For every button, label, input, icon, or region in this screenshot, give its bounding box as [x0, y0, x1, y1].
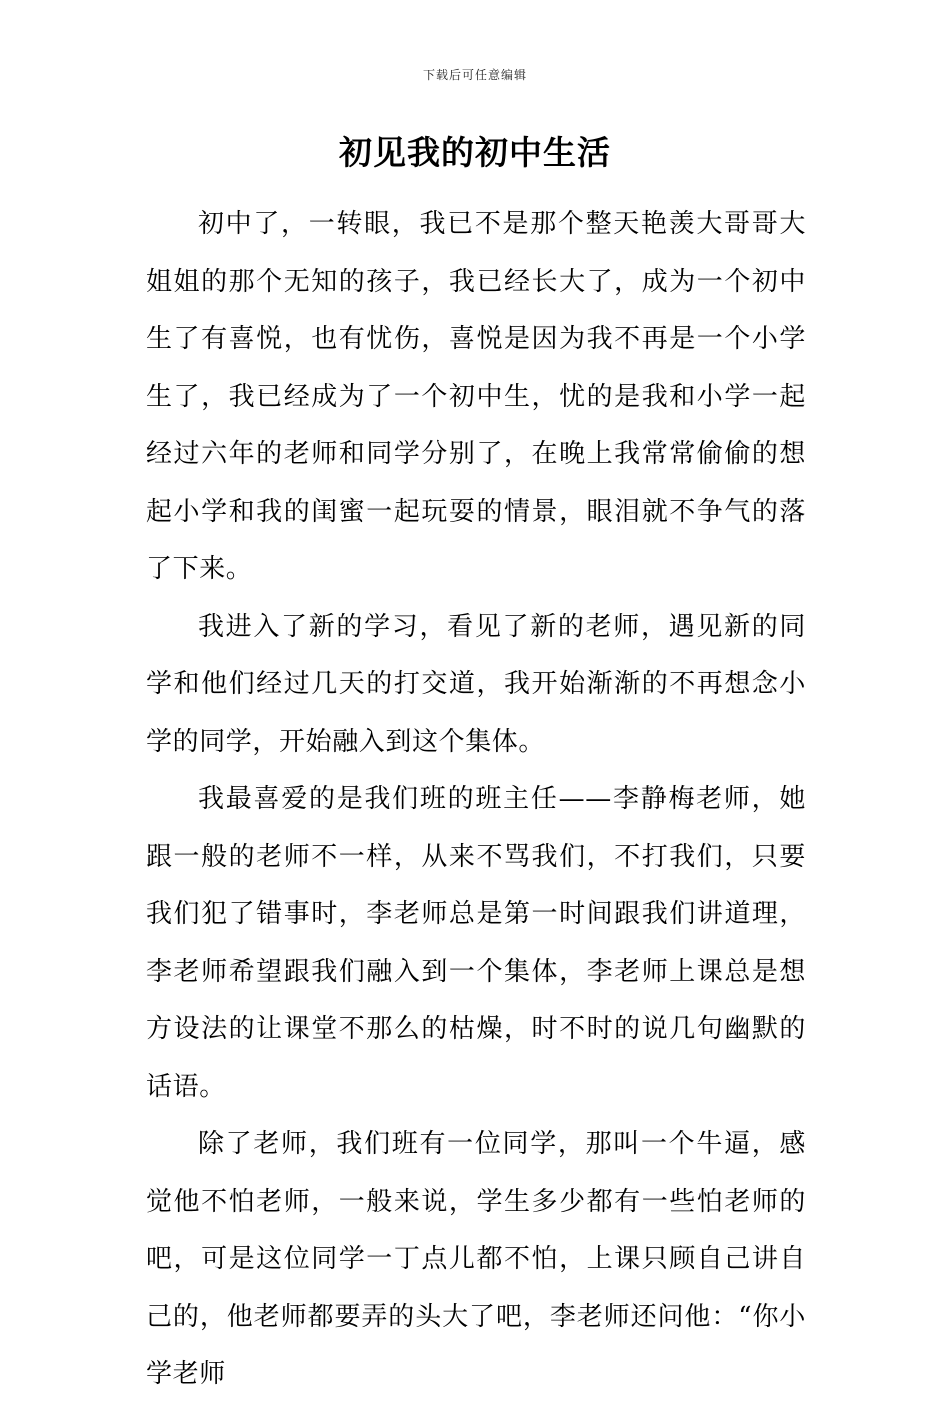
paragraph-2: 我进入了新的学习，看见了新的老师，遇见新的同学和他们经过几天的打交道，我开始渐渐的不再想念小学的同学，开始融入到这个集体。 — [146, 611, 806, 757]
document-body — [146, 196, 806, 1404]
paragraph-1: 初中了，一转眼，我已不是那个整天艳羡大哥哥大姐姐的那个无知的孩子，我已经长大了，成为一个初中生了有喜悦，也有忧伤，喜悦是因为我不再是一个小学生了，我已经成为了一个初中生，忧的是我和小学一起经过六年的老师和同学分别了，在晚上我常常偷偷的想起小学和我的闺蜜一起玩耍的情景，眼泪就不争气的落了下来。 — [146, 209, 806, 584]
header-note: 下载后可任意编辑 — [422, 68, 527, 82]
document-title: 初见我的初中生活 — [339, 133, 611, 172]
paragraph-3: 我最喜爱的是我们班的班主任——李静梅老师，她跟一般的老师不一样，从来不骂我们，不打我们，只要我们犯了错事时，李老师总是第一时间跟我们讲道理，李老师希望跟我们融入到一个集体，李老师上课总是想方设法的让课堂不那么的枯燥，时不时的说几句幽默的话语。 — [146, 784, 806, 1102]
paragraph-4: 除了老师，我们班有一位同学，那叫一个牛逼，感觉他不怕老师，一般来说，学生多少都有一些怕老师的吧，可是这位同学一丁点儿都不怕，上课只顾自己讲自己的，他老师都要弄的头大了吧，李老师还问他：“你小学老师 — [146, 1129, 806, 1389]
